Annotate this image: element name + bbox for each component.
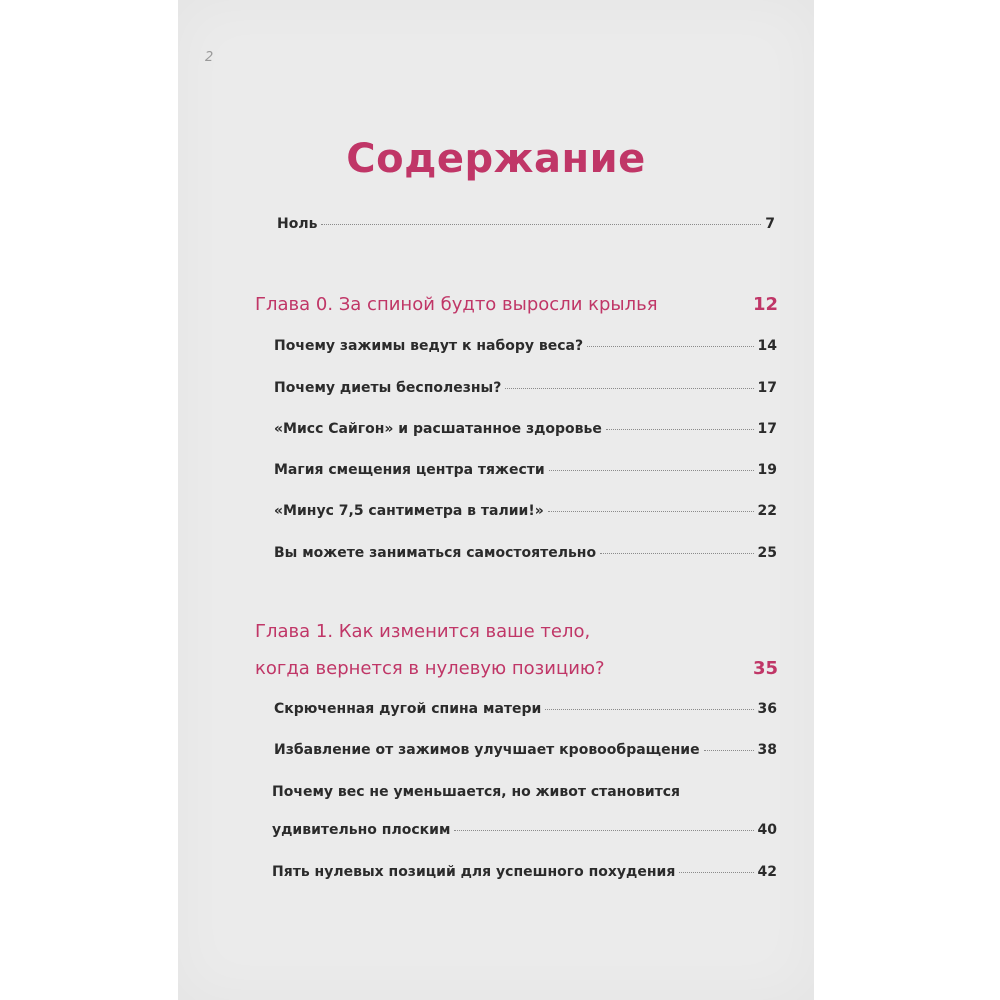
toc-entry-label: Ноль bbox=[277, 216, 318, 232]
toc-entry-label: Скрюченная дугой спина матери bbox=[274, 701, 542, 717]
toc-page-number: 42 bbox=[757, 864, 777, 880]
page-folio: 2 bbox=[205, 50, 214, 65]
toc-entry[interactable] bbox=[274, 545, 777, 561]
toc-page-number: 38 bbox=[757, 742, 777, 758]
toc-entry[interactable] bbox=[272, 822, 777, 838]
dot-leader bbox=[545, 709, 753, 710]
toc-chapter-1-line1[interactable]: Глава 1. Как изменится ваше тело, bbox=[255, 621, 591, 642]
toc-entry-line1[interactable] bbox=[272, 784, 680, 800]
toc-page-number: 40 bbox=[757, 822, 777, 838]
toc-entry-label: Избавление от зажимов улучшает кровообращение bbox=[274, 742, 700, 758]
toc-chapter-1[interactable] bbox=[255, 658, 778, 679]
page-title: Содержание bbox=[346, 136, 646, 182]
toc-entry-label: Почему диеты бесполезны? bbox=[274, 380, 502, 396]
toc-entry[interactable] bbox=[274, 462, 777, 478]
dot-leader bbox=[505, 388, 753, 389]
toc-entry-zero[interactable] bbox=[277, 216, 775, 232]
dot-leader bbox=[549, 470, 754, 471]
toc-entry[interactable] bbox=[274, 380, 777, 396]
dot-leader bbox=[321, 224, 761, 225]
dot-leader bbox=[679, 872, 753, 873]
toc-entry-label: Пять нулевых позиций для успешного похудения bbox=[272, 864, 676, 880]
toc-entry-label: «Минус 7,5 сантиметра в талии!» bbox=[274, 503, 544, 519]
dot-leader bbox=[606, 429, 754, 430]
toc-chapter-label: Глава 0. За спиной будто выросли крылья bbox=[255, 294, 658, 315]
toc-entry-label: Вы можете заниматься самостоятельно bbox=[274, 545, 597, 561]
toc-entry[interactable] bbox=[274, 701, 777, 717]
toc-entry-label: удивительно плоским bbox=[272, 822, 451, 838]
toc-chapter-0[interactable] bbox=[255, 294, 778, 315]
toc-page-number: 19 bbox=[757, 462, 777, 478]
toc-page-number: 12 bbox=[752, 294, 778, 315]
toc-page-number: 17 bbox=[757, 380, 777, 396]
toc-entry[interactable] bbox=[274, 742, 777, 758]
toc-entry[interactable] bbox=[274, 338, 777, 354]
dot-leader bbox=[548, 511, 754, 512]
toc-page-number: 7 bbox=[765, 216, 775, 232]
toc-entry-label: Магия смещения центра тяжести bbox=[274, 462, 545, 478]
toc-page-number: 25 bbox=[757, 545, 777, 561]
toc-entry-label: Почему зажимы ведут к набору веса? bbox=[274, 338, 584, 354]
toc-chapter-label: когда вернется в нулевую позицию? bbox=[255, 658, 605, 679]
toc-page-number: 17 bbox=[757, 421, 777, 437]
toc-page-number: 35 bbox=[752, 658, 778, 679]
toc-entry[interactable] bbox=[274, 421, 777, 437]
toc-page-number: 22 bbox=[757, 503, 777, 519]
toc-page-number: 36 bbox=[757, 701, 777, 717]
dot-leader bbox=[587, 346, 753, 347]
dot-leader bbox=[704, 750, 754, 751]
toc-entry-label: Почему вес не уменьшается, но живот становится bbox=[272, 784, 681, 800]
toc-entry[interactable] bbox=[274, 503, 777, 519]
dot-leader bbox=[600, 553, 753, 554]
toc-entry-label: «Мисс Сайгон» и расшатанное здоровье bbox=[274, 421, 602, 437]
dot-leader bbox=[454, 830, 753, 831]
toc-entry[interactable] bbox=[272, 864, 777, 880]
toc-page-number: 14 bbox=[757, 338, 777, 354]
